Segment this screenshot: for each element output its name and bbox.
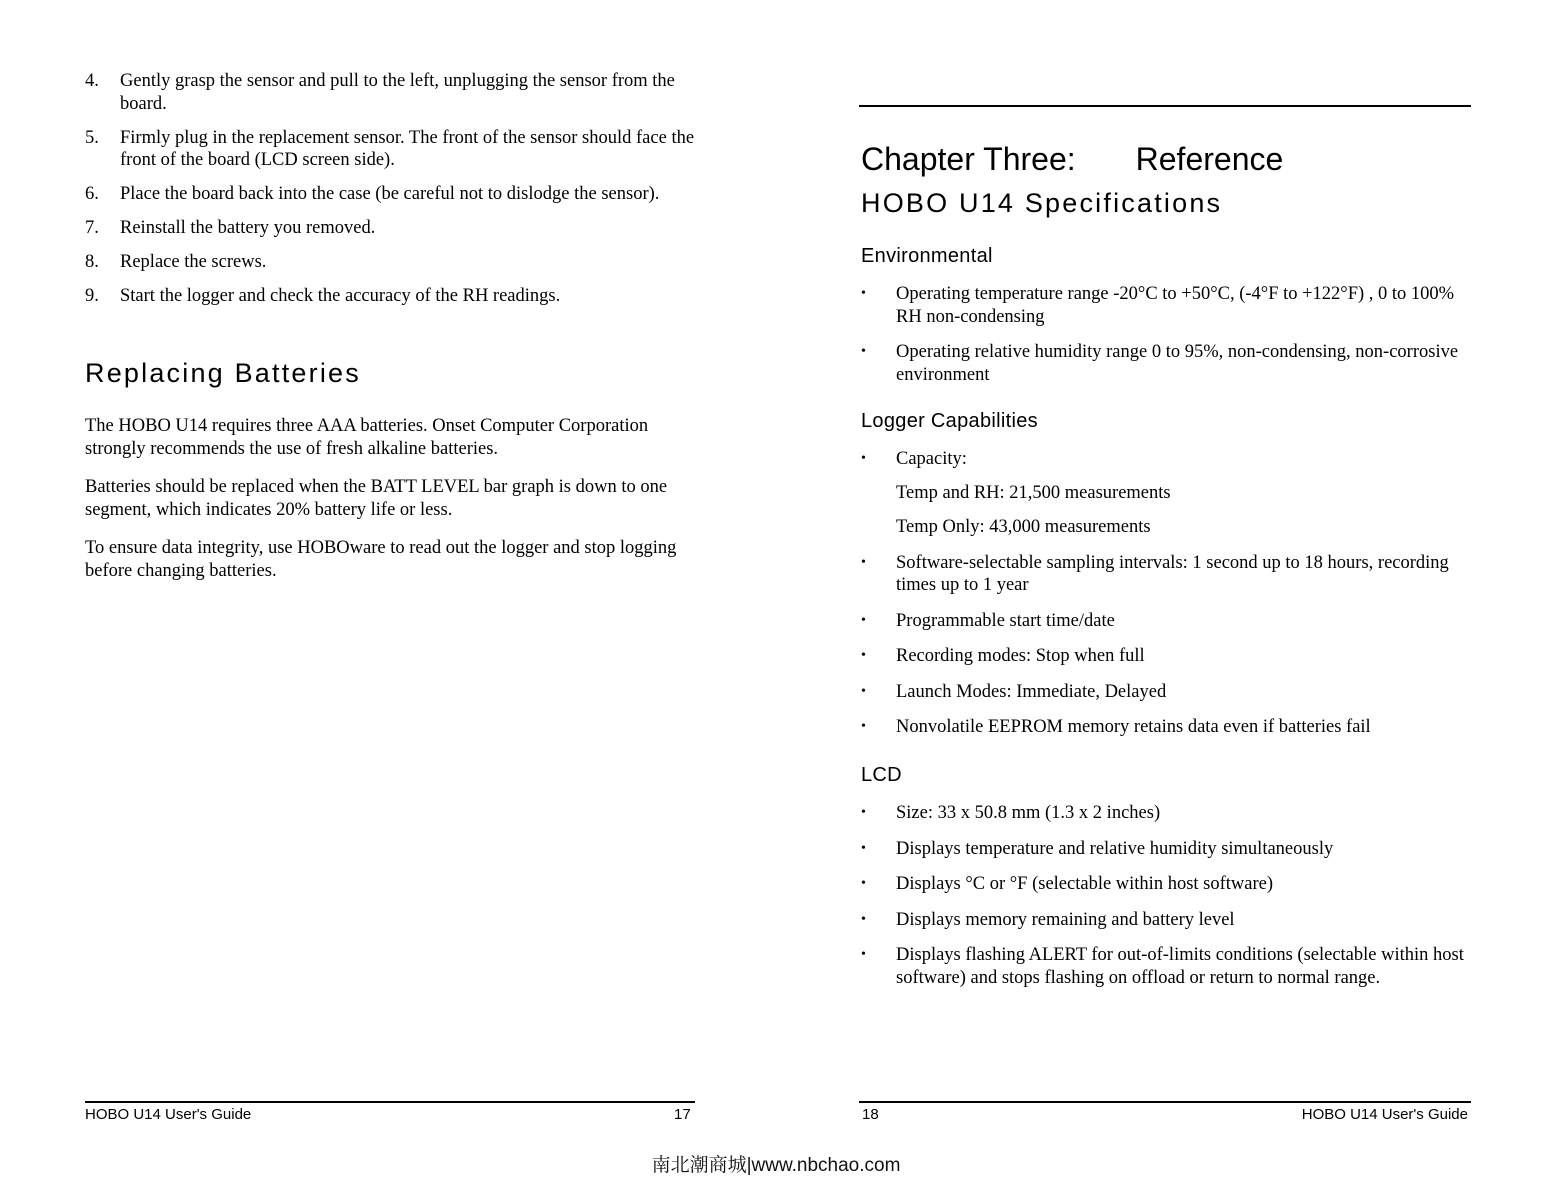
subheading-lcd: LCD — [861, 764, 902, 786]
step-text: Firmly plug in the replacement sensor. The front of the sensor should face the front of the board (LCD screen side). — [120, 127, 695, 170]
step-number: 5. — [85, 127, 99, 148]
header-rule — [859, 105, 1471, 107]
bullet-icon: • — [861, 612, 866, 628]
bullet-icon: • — [861, 344, 866, 359]
item-text: Launch Modes: Immediate, Delayed — [896, 681, 1167, 702]
step-text: Reinstall the battery you removed. — [120, 218, 376, 238]
item-text: Operating relative humidity range 0 to 95%, non-condensing, non-corrosive environment — [896, 342, 1459, 385]
paragraph: The HOBO U14 requires three AAA batteries. Onset Computer Corporation strongly recommends the use of fresh alkaline batteries. — [85, 416, 649, 459]
list-item — [859, 448, 1471, 471]
paragraph: To ensure data integrity, use HOBOware to read out the logger and stop logging before changing batteries. — [85, 538, 677, 581]
watermark: 南北潮商城|www.nbchao.com — [651, 1155, 901, 1176]
step-number: 9. — [85, 286, 99, 306]
section-heading-replacing-batteries: Replacing Batteries — [85, 358, 361, 388]
item-text: Displays memory remaining and battery level — [896, 909, 1235, 930]
environmental-list — [859, 283, 1471, 399]
step-item — [85, 127, 695, 172]
step-item — [85, 251, 695, 274]
page-number-left: 17 — [674, 1106, 691, 1123]
bullet-icon: • — [861, 947, 866, 962]
capacity-line: Temp and RH: 21,500 measurements — [896, 483, 1171, 503]
list-item — [859, 802, 1471, 825]
list-item — [859, 610, 1471, 633]
list-item — [859, 552, 1471, 597]
specifications-title: HOBO U14 Specifications — [861, 188, 1223, 218]
list-item — [859, 681, 1471, 704]
list-item — [859, 909, 1471, 932]
item-text: Displays flashing ALERT for out-of-limits conditions (selectable within host software) and stops flashing on offload or return to normal range. — [896, 945, 1464, 988]
step-item — [85, 217, 695, 240]
footer-guide-title-right: HOBO U14 User's Guide — [1301, 1106, 1468, 1123]
list-item — [859, 838, 1471, 861]
bullet-icon: • — [861, 648, 866, 663]
item-text: Size: 33 x 50.8 mm (1.3 x 2 inches) — [896, 803, 1161, 823]
chapter-label: Chapter Three: — [861, 141, 1076, 177]
step-number: 8. — [85, 252, 99, 272]
list-item — [859, 944, 1471, 989]
step-item — [85, 285, 695, 308]
chapter-title — [861, 141, 1283, 178]
logger-capabilities-list — [859, 448, 1471, 752]
footer-rule-left — [85, 1101, 695, 1103]
chapter-name: Reference — [1135, 141, 1284, 177]
capacity-line: Temp Only: 43,000 measurements — [896, 517, 1151, 537]
footer-rule-right — [859, 1101, 1471, 1103]
bullet-icon: • — [861, 876, 866, 891]
item-text: Programmable start time/date — [896, 610, 1115, 631]
step-item — [85, 183, 695, 206]
left-page — [85, 0, 695, 1140]
bullet-icon: • — [861, 805, 866, 820]
step-number: 4. — [85, 71, 99, 91]
step-text: Place the board back into the case (be careful not to dislodge the sensor). — [120, 184, 660, 204]
step-item — [85, 70, 695, 115]
item-text: Displays temperature and relative humidity simultaneously — [896, 838, 1334, 859]
bullet-icon: • — [861, 683, 866, 699]
item-text: Software-selectable sampling intervals: 1 second up to 18 hours, recording times up to 1 year — [896, 552, 1449, 595]
bullet-icon: • — [861, 840, 866, 856]
subheading-environmental: Environmental — [861, 245, 993, 267]
bullet-icon: • — [861, 451, 866, 466]
item-text: Capacity: — [896, 449, 967, 469]
item-text: Operating temperature range -20°C to +50°C, (-4°F to +122°F) , 0 to 100% RH non-condensing — [896, 284, 1455, 327]
list-item — [859, 283, 1471, 328]
step-number: 6. — [85, 184, 99, 204]
right-page — [859, 0, 1471, 1140]
bullet-icon: • — [861, 286, 866, 301]
page-number-right: 18 — [862, 1106, 879, 1123]
item-text: Recording modes: Stop when full — [896, 646, 1145, 666]
subheading-logger-capabilities: Logger Capabilities — [861, 410, 1038, 432]
bullet-icon: • — [861, 719, 866, 734]
list-item — [859, 873, 1471, 896]
bullet-icon: • — [861, 911, 866, 927]
list-item — [859, 645, 1471, 668]
step-number: 7. — [85, 218, 99, 238]
step-text: Start the logger and check the accuracy of the RH readings. — [120, 286, 561, 306]
paragraph: Batteries should be replaced when the BATT LEVEL bar graph is down to one segment, which indicates 20% battery life or less. — [85, 477, 668, 520]
item-text: Nonvolatile EEPROM memory retains data even if batteries fail — [896, 717, 1371, 737]
item-text: Displays °C or °F (selectable within host software) — [896, 874, 1274, 894]
procedure-steps — [85, 70, 695, 319]
bullet-icon: • — [861, 554, 866, 570]
footer-guide-title-left: HOBO U14 User's Guide — [85, 1106, 252, 1123]
step-text: Gently grasp the sensor and pull to the left, unplugging the sensor from the board. — [120, 71, 675, 114]
list-item — [859, 341, 1471, 386]
step-text: Replace the screws. — [120, 252, 267, 272]
lcd-list — [859, 802, 1471, 1002]
list-item — [859, 716, 1471, 739]
